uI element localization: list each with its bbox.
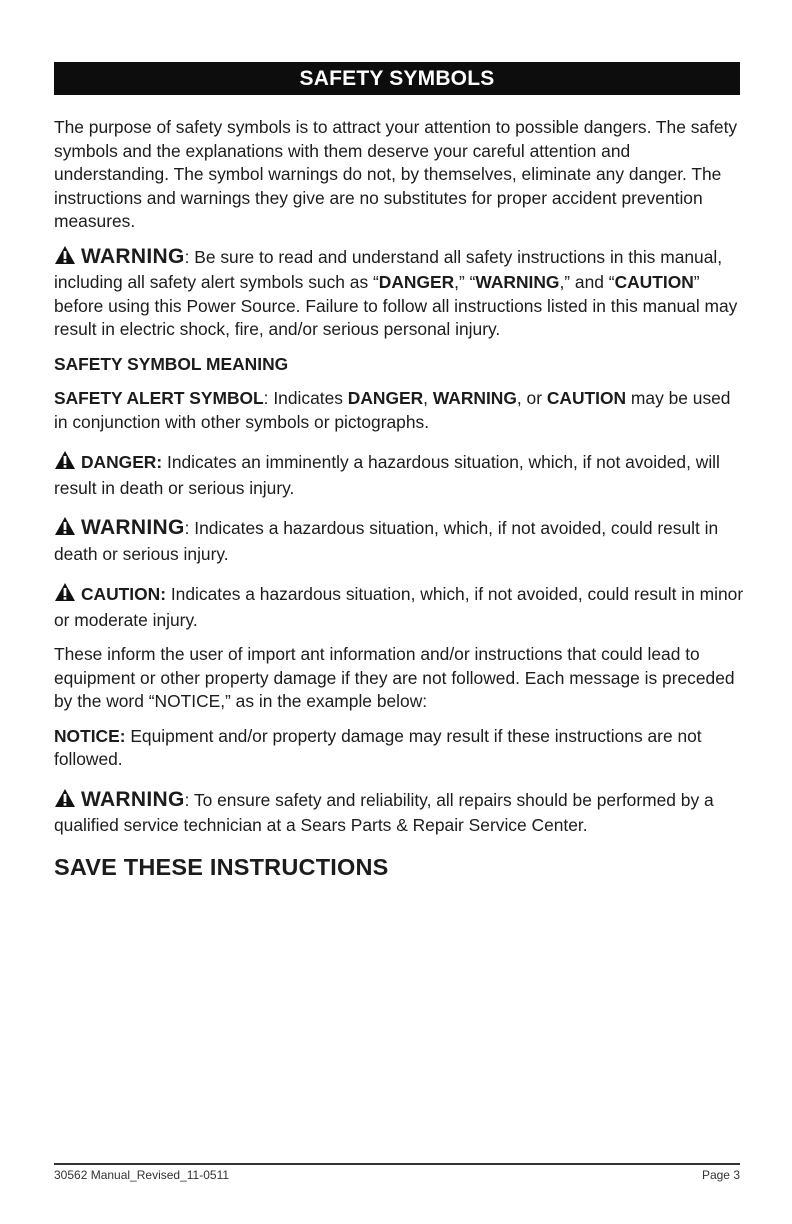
- safety-alert-symbol-paragraph: SAFETY ALERT SYMBOL: Indicates DANGER, WARNING, or CAUTION may be used in conjunction with other symbols or pictographs.: [54, 388, 731, 432]
- document-body: [54, 116, 744, 879]
- notice-paragraph: NOTICE: Equipment and/or property damage may result if these instructions are not followed.: [54, 725, 702, 769]
- footer-page-number: Page 3: [701, 1168, 740, 1182]
- footer-divider: [54, 1163, 740, 1165]
- caution-definition: CAUTION: Indicates a hazardous situation, which, if not avoided, could result in minor or moderate injury.: [54, 584, 744, 630]
- danger-label: DANGER:: [81, 452, 163, 472]
- danger-definition: DANGER: Indicates an imminently a hazardous situation, which, if not avoided, will result in death or serious injury.: [54, 452, 720, 498]
- warning-triangle-icon: [54, 788, 76, 815]
- footer-document-id: 30562 Manual_Revised_11-0511: [54, 1168, 230, 1182]
- banner-title: SAFETY SYMBOLS: [299, 67, 495, 90]
- safety-alert-symbol-label: SAFETY ALERT SYMBOL: [54, 388, 264, 408]
- warning-label: WARNING: [81, 244, 185, 268]
- intro-paragraph: The purpose of safety symbols is to attract your attention to possible dangers. The safety symbols and the explanations with them deserve your careful attention and understanding. The symbol warnings do not, by themselves, eliminate any danger. The instructions and warnings they give are no substitutes for proper accident prevention measures.: [54, 117, 738, 231]
- warning-triangle-icon: [54, 516, 76, 543]
- section-banner: [54, 62, 740, 95]
- save-instructions-heading: SAVE THESE INSTRUCTIONS: [54, 853, 389, 880]
- warning-label: WARNING: [81, 787, 185, 811]
- notice-label: NOTICE:: [54, 725, 126, 746]
- inform-paragraph: These inform the user of import ant information and/or instructions that could lead to equipment or other property damage if they are not followed. Each message is preceded by the word “NOTICE,” as in the example below:: [54, 644, 735, 711]
- warning-label: WARNING: [81, 516, 185, 539]
- warning-triangle-icon: [54, 450, 76, 477]
- safety-symbol-meaning-heading: SAFETY SYMBOL MEANING: [54, 353, 289, 374]
- caution-label: CAUTION:: [81, 584, 167, 604]
- warning-triangle-icon: [54, 245, 76, 272]
- warning-repairs: WARNING: To ensure safety and reliability, all repairs should be performed by a qualified service technician at a Sears Parts & Repair Service Center.: [54, 787, 714, 835]
- page-footer: [54, 1168, 740, 1182]
- warning-read-instructions: WARNING: Be sure to read and understand all safety instructions in this manual, including all safety alert symbols such as “DANGER,” “WARNING,” and “CAUTION” before using this Power Source. Failure to follow all instructions listed in this manual may result in electric shock, fire, and/or serious personal injury.: [54, 244, 738, 339]
- warning-definition: WARNING: Indicates a hazardous situation, which, if not avoided, could result in death or serious injury.: [54, 516, 719, 564]
- warning-triangle-icon: [54, 582, 76, 609]
